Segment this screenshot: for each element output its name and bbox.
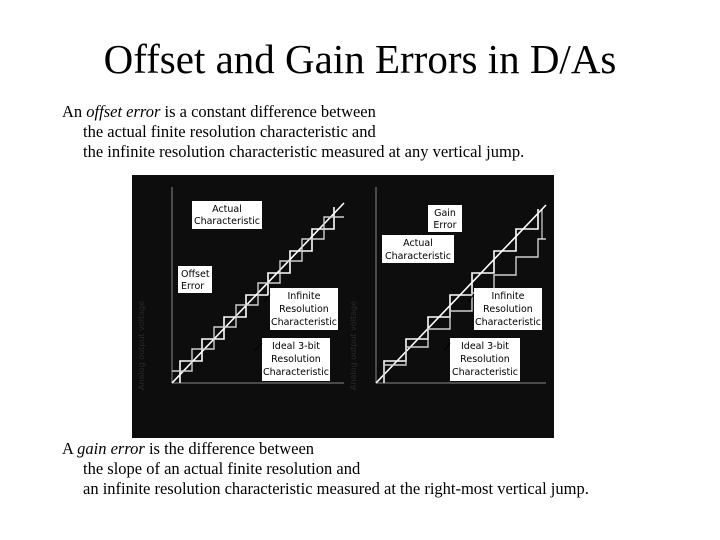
offset-error-definition bbox=[62, 102, 702, 162]
svg-text:Infinite: Infinite bbox=[287, 291, 321, 302]
left-label-actual bbox=[192, 201, 262, 229]
svg-text:Error: Error bbox=[181, 281, 205, 292]
definition-line-1 bbox=[62, 439, 702, 459]
svg-text:Resolution: Resolution bbox=[271, 354, 321, 365]
svg-text:Resolution: Resolution bbox=[483, 304, 533, 315]
term-gain-error: gain error bbox=[77, 439, 145, 458]
svg-text:Actual: Actual bbox=[212, 204, 242, 215]
svg-text:Characteristic: Characteristic bbox=[384, 251, 452, 262]
svg-text:Resolution: Resolution bbox=[279, 304, 329, 315]
term-offset-error: offset error bbox=[86, 102, 161, 121]
svg-text:Characteristic: Characteristic bbox=[451, 367, 519, 378]
svg-text:Actual: Actual bbox=[403, 238, 433, 249]
definition-line-3: an infinite resolution characteristic measured at the right-most vertical jump. bbox=[83, 479, 589, 498]
right-y-axis-caption: Analog output voltage bbox=[349, 300, 358, 390]
right-label-gain-error bbox=[428, 205, 462, 232]
svg-text:Offset: Offset bbox=[181, 269, 210, 280]
gain-error-definition bbox=[62, 439, 702, 499]
svg-text:Resolution: Resolution bbox=[460, 354, 510, 365]
definition-prefix: An bbox=[62, 102, 87, 121]
definition-line-1 bbox=[62, 102, 702, 122]
definition-suffix: is the difference between bbox=[144, 439, 315, 458]
right-label-infinite-resolution bbox=[474, 288, 542, 330]
definition-suffix: is a constant difference between bbox=[160, 102, 376, 121]
definition-line-2: the slope of an actual finite resolution and bbox=[83, 459, 361, 478]
svg-text:Error: Error bbox=[433, 220, 457, 231]
left-label-ideal-3bit bbox=[262, 338, 330, 381]
svg-text:Characteristic: Characteristic bbox=[270, 317, 338, 328]
svg-text:Gain: Gain bbox=[434, 208, 456, 219]
svg-text:Infinite: Infinite bbox=[491, 291, 525, 302]
left-y-axis-caption: Analog output voltage bbox=[137, 300, 146, 390]
svg-text:Characteristic: Characteristic bbox=[262, 367, 330, 378]
right-label-actual bbox=[382, 235, 454, 263]
right-label-ideal-3bit bbox=[450, 338, 520, 381]
svg-text:Ideal 3-bit: Ideal 3-bit bbox=[271, 341, 321, 352]
definition-prefix: A bbox=[62, 439, 78, 458]
svg-text:Ideal 3-bit: Ideal 3-bit bbox=[460, 341, 510, 352]
svg-text:Characteristic: Characteristic bbox=[193, 216, 261, 227]
svg-text:Characteristic: Characteristic bbox=[474, 317, 542, 328]
definition-line-2: the actual finite resolution characteristic and bbox=[83, 122, 376, 141]
left-label-infinite-resolution bbox=[270, 288, 338, 330]
slide-title: Offset and Gain Errors in D/As bbox=[103, 36, 617, 82]
offset-gain-figure bbox=[132, 175, 554, 438]
definition-line-3: the infinite resolution characteristic measured at any vertical jump. bbox=[83, 142, 525, 161]
left-label-offset-error bbox=[178, 266, 212, 293]
